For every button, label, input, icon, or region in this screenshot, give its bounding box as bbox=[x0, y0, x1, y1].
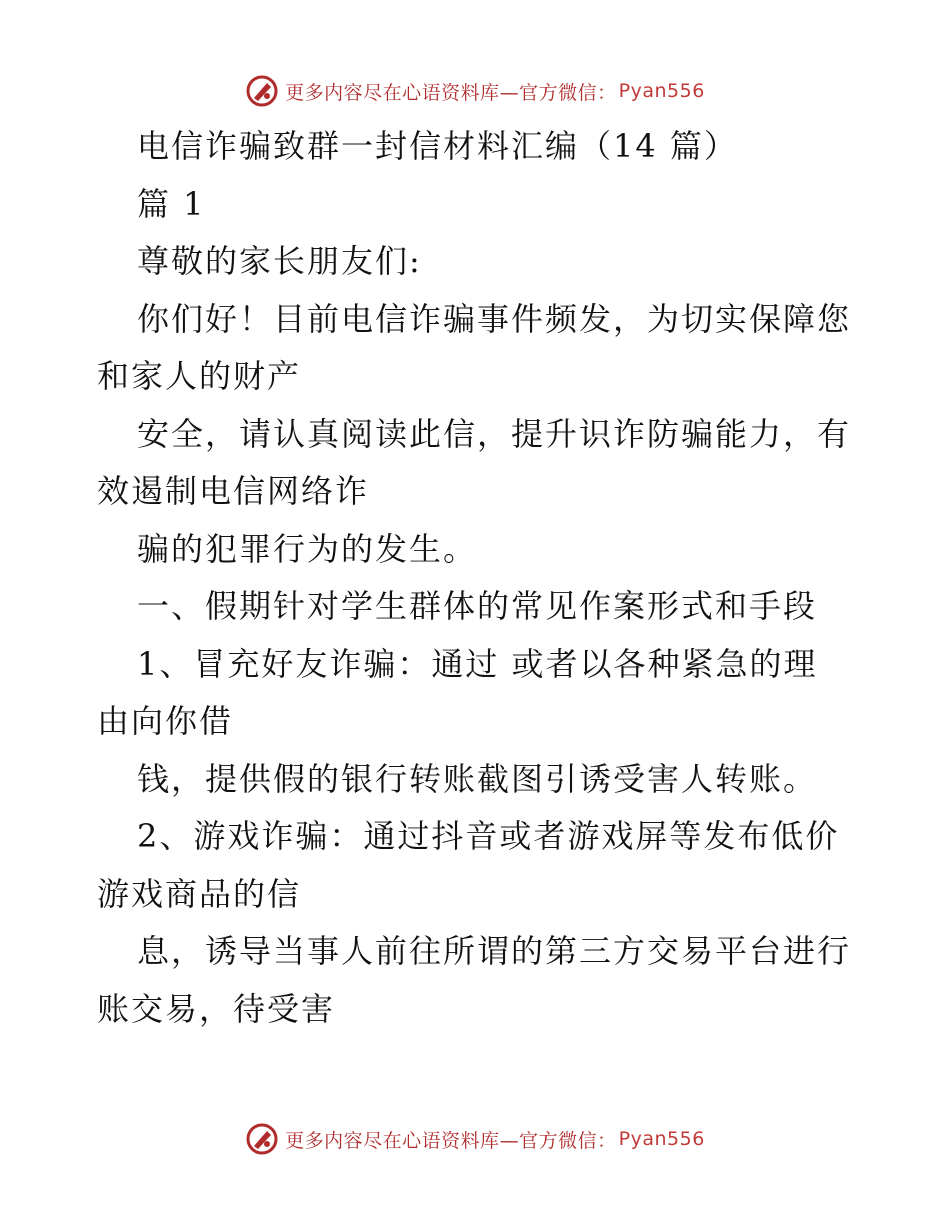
wechat-id: Pyan556 bbox=[618, 1128, 705, 1150]
text-line: 钱，提供假的银行转账截图引诱受害人转账。 bbox=[137, 759, 818, 798]
text-line: 由向你借 bbox=[97, 702, 234, 740]
text-line: 你们好！目前电信诈骗事件频发，为切实保障您 bbox=[137, 299, 852, 338]
text-line: 游戏商品的信 bbox=[97, 874, 302, 913]
document-body bbox=[97, 118, 857, 1038]
footer-banner bbox=[0, 1119, 950, 1159]
text-line: 电信诈骗致群一封信材料汇编（14 篇） bbox=[137, 127, 738, 165]
wechat-id: Pyan556 bbox=[618, 80, 705, 102]
brand-logo-icon bbox=[245, 1122, 279, 1156]
header-banner bbox=[0, 71, 950, 111]
text-line: 尊敬的家长朋友们: bbox=[137, 242, 422, 280]
text-line: 2、游戏诈骗：通过抖音或者游戏屏等发布低价 bbox=[137, 817, 840, 855]
text-line: 骗的犯罪行为的发生。 bbox=[137, 529, 478, 568]
banner-text: 更多内容尽在心语资料库—官方微信： bbox=[285, 81, 617, 104]
banner-text: 更多内容尽在心语资料库—官方微信： bbox=[285, 1129, 617, 1152]
text-line: 账交易，待受害 bbox=[97, 989, 336, 1028]
text-line: 篇 1 bbox=[137, 184, 206, 223]
text-line: 效遏制电信网络诈 bbox=[97, 472, 370, 510]
text-line: 1、冒充好友诈骗：通过 或者以各种紧急的理 bbox=[137, 644, 818, 683]
text-line: 和家人的财产 bbox=[97, 357, 302, 395]
text-line: 息，诱导当事人前往所谓的第三方交易平台进行 bbox=[137, 932, 852, 970]
text-line: 安全，请认真阅读此信，提升识诈防骗能力，有 bbox=[137, 414, 852, 453]
brand-logo-icon bbox=[245, 74, 279, 108]
text-line: 一、假期针对学生群体的常见作案形式和手段 bbox=[137, 587, 818, 625]
